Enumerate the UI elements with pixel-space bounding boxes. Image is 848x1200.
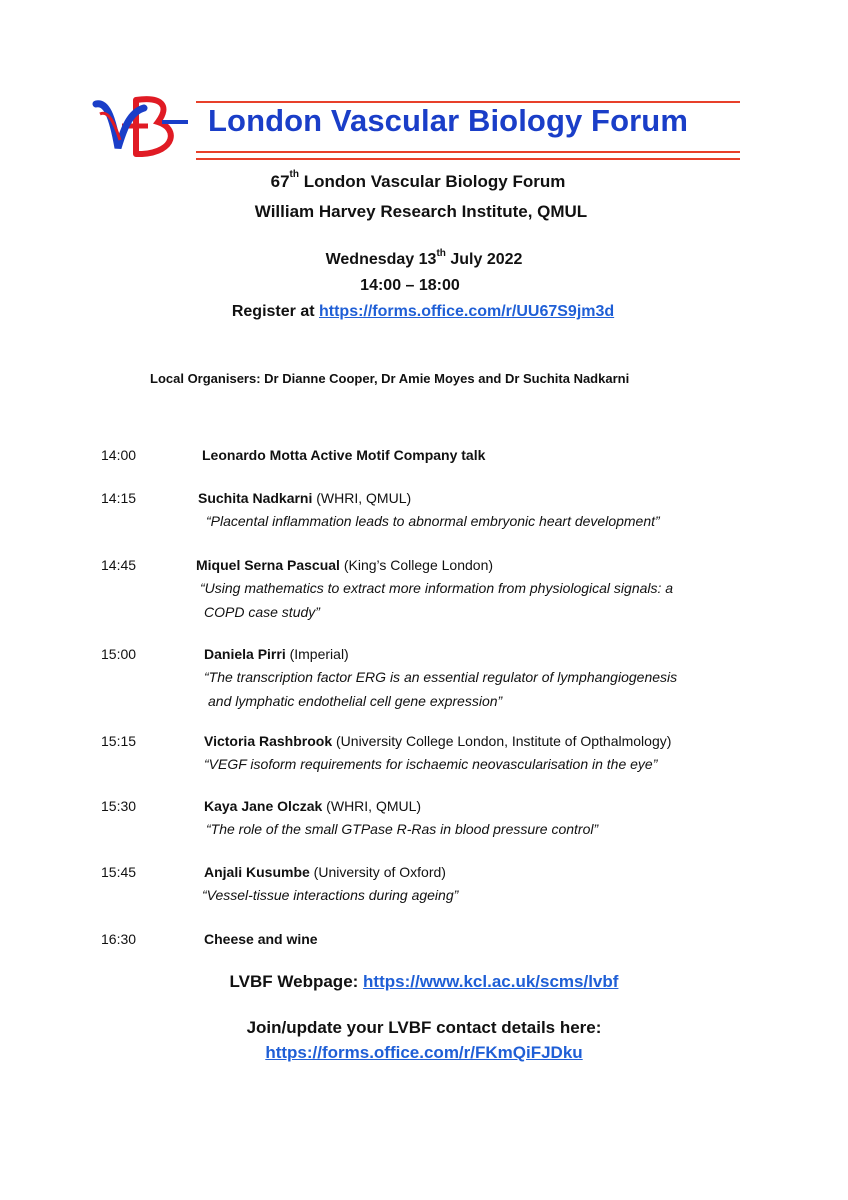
join-link[interactable]: https://forms.office.com/r/FKmQiFJDku (265, 1043, 583, 1062)
talk-title-line: “The role of the small GTPase R-Ras in blood pressure control” (206, 821, 599, 837)
webpage-link[interactable]: https://www.kcl.ac.uk/scms/lvbf (363, 972, 619, 991)
talk-title-line: “Vessel-tissue interactions during ageing” (202, 887, 459, 903)
local-organisers: Local Organisers: Dr Dianne Cooper, Dr Amie Moyes and Dr Suchita Nadkarni (150, 371, 630, 386)
register-link[interactable]: https://forms.office.com/r/UU67S9jm3d (318, 303, 615, 320)
talk-title-line: and lymphatic endothelial cell gene expression” (208, 693, 503, 709)
speaker-name: Daniela Pirri (204, 646, 286, 662)
programme-time: 15:45 (101, 864, 137, 880)
programme-time: 15:30 (101, 798, 137, 814)
speaker-name: Leonardo Motta Active Motif Company talk (202, 447, 486, 463)
webpage-line: LVBF Webpage: https://www.kcl.ac.uk/scms/lvbf (229, 972, 619, 991)
talk-title-line: “Using mathematics to extract more information from physiological signals: a (200, 580, 674, 596)
programme-speaker-line (202, 447, 485, 463)
programme-speaker-line (196, 557, 493, 573)
programme-time: 14:00 (101, 447, 137, 463)
programme-speaker-line (204, 646, 349, 662)
speaker-affiliation: (University College London, Institute of Opthalmology) (332, 733, 672, 749)
event-venue: William Harvey Research Institute, QMUL (254, 202, 588, 221)
speaker-name: Anjali Kusumbe (204, 864, 310, 880)
speaker-affiliation: (WHRI, QMUL) (312, 490, 412, 506)
speaker-name: Miquel Serna Pascual (196, 557, 340, 573)
speaker-affiliation: (Imperial) (285, 646, 349, 662)
programme-speaker-line (204, 931, 318, 947)
header-rule-bottom-2 (196, 158, 740, 160)
event-date: Wednesday 13th July 2022 (325, 248, 523, 268)
lvbf-logo (92, 92, 190, 164)
register-line (0, 303, 847, 321)
programme-speaker-line (204, 798, 421, 814)
header-rule-bottom-1 (196, 151, 740, 153)
speaker-name: Suchita Nadkarni (198, 490, 313, 506)
talk-title-line: “VEGF isoform requirements for ischaemic neovascularisation in the eye” (204, 756, 658, 772)
event-title: 67th London Vascular Biology Forum (270, 169, 566, 191)
talk-title-line: “The transcription factor ERG is an essential regulator of lymphangiogenesis (204, 669, 678, 685)
programme-time: 14:15 (101, 490, 137, 506)
brand-title: London Vascular Biology Forum (208, 103, 688, 138)
join-text: Join/update your LVBF contact details here: (246, 1018, 602, 1037)
programme-speaker-line (204, 733, 671, 749)
speaker-affiliation: (King’s College London) (339, 557, 494, 573)
event-time: 14:00 – 18:00 (360, 277, 460, 294)
programme-speaker-line (204, 864, 446, 880)
programme-time: 14:45 (101, 557, 137, 573)
talk-title-line: COPD case study” (204, 604, 320, 620)
programme-time: 15:15 (101, 733, 137, 749)
programme-time: 16:30 (101, 931, 137, 947)
talk-title-line: “Placental inflammation leads to abnormal embryonic heart development” (206, 513, 660, 529)
speaker-name: Cheese and wine (204, 931, 318, 947)
speaker-name: Victoria Rashbrook (204, 733, 333, 749)
register-label: Register at (231, 303, 319, 320)
join-line (0, 1043, 848, 1063)
programme-speaker-line (198, 490, 411, 506)
speaker-affiliation: (WHRI, QMUL) (322, 798, 422, 814)
speaker-affiliation: (University of Oxford) (309, 864, 446, 880)
programme-time: 15:00 (101, 646, 137, 662)
speaker-name: Kaya Jane Olczak (204, 798, 323, 814)
